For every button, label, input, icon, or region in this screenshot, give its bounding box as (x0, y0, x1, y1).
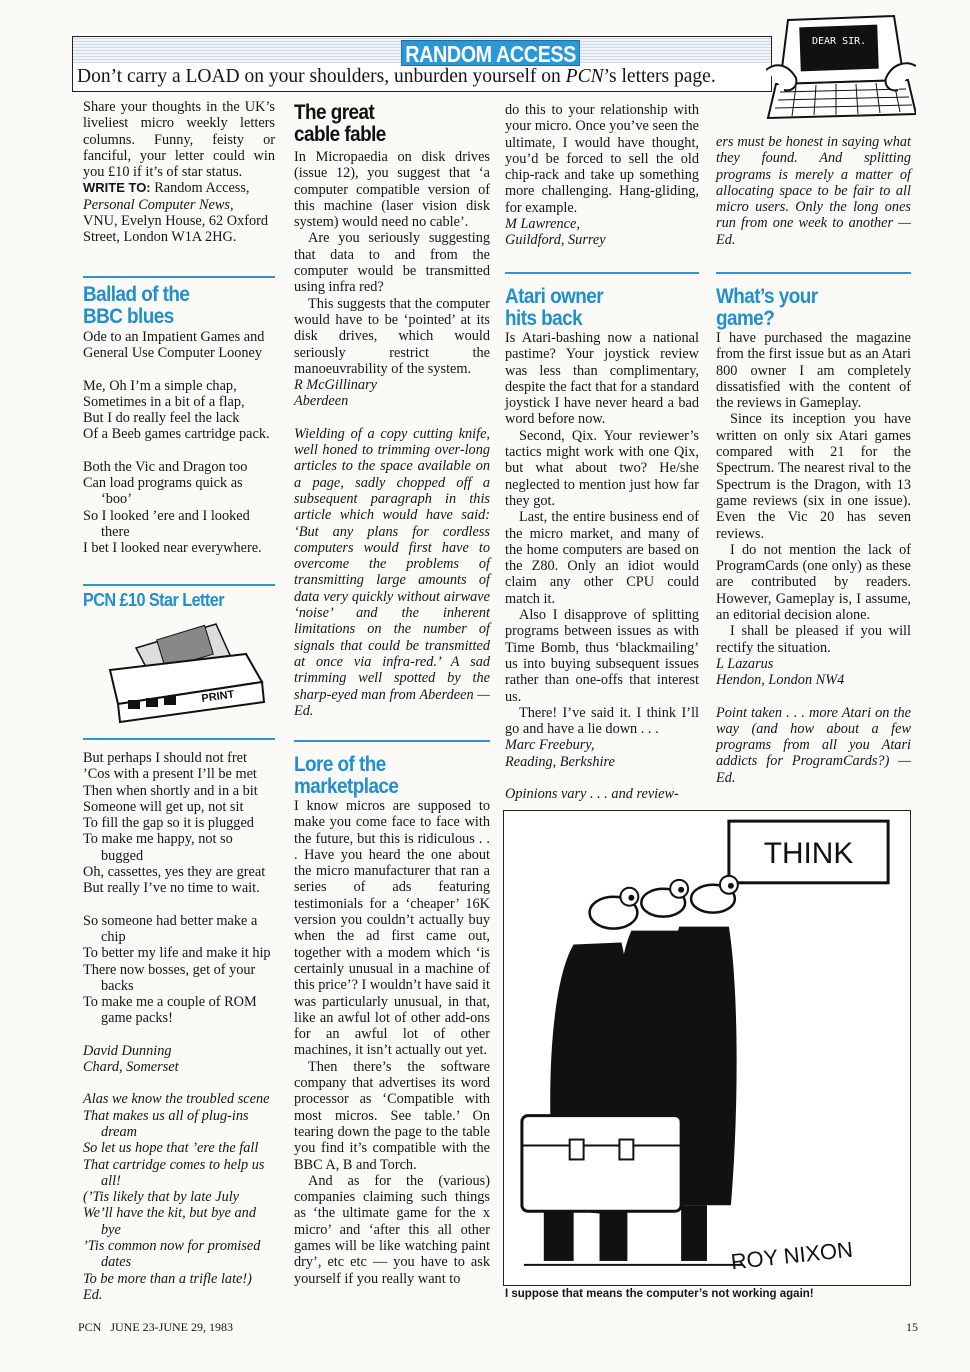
cartoon-caption: I suppose that means the computer’s not working again! (505, 1288, 814, 1300)
cable-signature-name: R McGillinary (294, 377, 377, 394)
section-title: RANDOM ACCESS (401, 40, 580, 66)
column-rule (294, 740, 490, 742)
section-banner (72, 36, 772, 92)
atari-editor-reply-start: Opinions vary . . . and review- (505, 786, 679, 803)
game-editor-reply: Point taken . . . more Atari on the way (and how about a few programs from all you Atari addicts for ProgramCards?) — Ed. (716, 704, 911, 786)
screen-text: DEAR SIR. (812, 36, 867, 47)
footer-issue: PCN JUNE 23-JUNE 29, 1983 (78, 1320, 234, 1334)
star-signature-name: David Dunning (83, 1042, 172, 1059)
cable-signature-place: Aberdeen (294, 393, 349, 410)
section-subtitle: Don’t carry a LOAD on your shoulders, unburden yourself on PCN’s letters page. (77, 66, 716, 87)
cable-heading: The great cable fable (294, 101, 386, 146)
think-sign: THINK (763, 836, 854, 870)
intro-text: Share your thoughts in the UK’s liveliest micro weekly letters columns. Funny, feisty or fanciful, your letter could win you £10 if it’s of star status. (83, 99, 275, 181)
atari-editor-reply-end: ers must be honest in saying what they found. And splitting programs is merely a matter of allocating space to be fair to all micro users. Only the long ones run from one week to another — Ed. (716, 134, 911, 248)
cable-editor-reply: Wielding of a copy cutting knife, well honed to trimming over-long articles to the space available on a page, sadly chopped off a subsequent paragraph in this article which would have said: ‘But any plans for cordless computers would first have to overcome the problems of transmitting large amounts of data very quickly without airwave ‘noise’ and the inherent limitations on the number of signals that could be transmitted at once via infra-red.’ A sad trimming well spotted by the sharp-eyed man from Aberdeen — Ed. (294, 425, 490, 719)
atari-signature-place: Reading, Berkshire (505, 753, 615, 770)
ballad-heading: Ballad of the BBC blues (83, 283, 190, 328)
intro-address: WRITE TO: Random Access, Personal Computer News, VNU, Evelyn House, 62 Oxford Street, London W1A 2HG. (83, 180, 269, 246)
page-number: 15 (906, 1320, 918, 1334)
artist-signature: ROY NIXON (729, 1236, 854, 1275)
column-rule (716, 272, 911, 274)
game-heading: What’s your game? (716, 285, 818, 330)
lore-letter: I know micros are supposed to make you come face to face with the future, but this is ridiculous . . . Have you heard the one about the micro manufacturer that ran a series of ads featuring testimonials for a ‘cheaper’ 16K version you couldn’t actually buy when the ad first came out, together with a modem which ‘is certainly unusual in a machine of this price’? I wouldn’t have said it was particularly unusual, in that, like an awful lot of other add-ons for an awful lot of other machines, it isn’t actually out yet. Then there’s the software company that advertises its word processor as ‘Compatible with most micros. See table.’ On tearing down the page to the table you find it’s compatible with the BBC A, B and Torch. And as for the (various) companies claiming such things as ‘the ultimate game for the x micro’ and ‘after this all other games will be like watching paint dry’, etc etc — you have to ask yourself if you really want to (294, 798, 490, 1287)
ballad-intro: Ode to an Impatient Games and General Use Computer Looney (83, 329, 265, 362)
ballad-poem: Ode to an Impatient Games and General Use Computer Looney Me, Oh I’m a simple chap, Sometimes in a bit of a flap, But I do really feel the lack Of a Beeb games cartridge pack. Both the Vic and Dragon too Can load programs quick as ‘boo’ So I looked ’ere and I looked there I bet I looked near everywhere. (83, 329, 275, 557)
cartoon-illustration (503, 810, 911, 1286)
atari-heading: Atari owner hits back (505, 285, 604, 330)
lore-signature-place: Guildford, Surrey (505, 232, 606, 249)
column-rule (83, 738, 275, 740)
column-rule (83, 276, 275, 278)
printer-label: PRINT (200, 688, 236, 705)
star-signature-place: Chard, Somerset (83, 1059, 179, 1076)
printer-illustration (96, 618, 266, 724)
lore-signature-name: M Lawrence, (505, 216, 580, 233)
game-signature-place: Hendon, London NW4 (716, 672, 845, 689)
cable-letter: In Micropaedia on disk drives (issue 12), you suggest that ‘a computer compatible version of this machine (laser vision disk system) would need no cable’. Are you seriously suggesting that data to and from the computer would be transmitted using infra red? This suggests that the computer would have to be ‘pointed’ at its disk drives, which would seriously restrict the manoeuvrability of the system. R McGillinary Aberdeen Wielding of a copy cutting knife, well honed to trimming over-long articles to the space available on a page, sadly chopped off a subsequent paragraph in this article which would have said: ‘But any plans for cordless computers would first have to overcome the problems of transmitting large amounts of data very quickly without airwave ‘noise’ and the inherent limitations on the number of signals that could be transmitted at once via infra-red.’ A sad trimming well spotted by the sharp-eyed man from Aberdeen — Ed. (294, 149, 490, 719)
game-letter: I have purchased the magazine from the first issue but as an Atari 800 owner I am completely dissatisfied with the content of the reviews in Gameplay. Since its inception you have written on only six Atari games compared with 21 for the Spectrum. The nearest rival to the Spectrum is the Dragon, with 13 game reviews (six in one issue). Even the Vic 20 has seven reviews. I do not mention the lack of ProgramCards (one only) as these are contributed by readers. However, Gameplay is, I assume, an editorial decision alone. I shall be pleased if you will rectify the situation. L Lazarus Hendon, London NW4 Point taken . . . more Atari on the way (and how about a few programs from all you Atari addicts for ProgramCards?) — Ed. (716, 330, 911, 786)
star-editor-reply: Alas we know the troubled scene That makes us all of plug-ins dream So let us hope that ’ere the fall That cartridge comes to help us all! (’Tis likely that by late July We’ll have the kit, but bye and bye ’Tis common now for promised dates To be more than a trifle late!) Ed. (83, 1091, 270, 1303)
atari-letter: Is Atari-bashing now a national pastime? Your joystick review was less than complimentary, despite the fact that for a standard joystick I have never heard a bad word before now. Second, Qix. Your reviewer’s tactics might work with one Qix, but what about two? He/she neglected to mention just how far they got. Last, the entire business end of the micro market, and many of the home computers are based on the Z80. Only an idiot would claim any other CPU could match it. Also I disapprove of splitting programs between issues as with Time Bomb, thus ‘blackmailing’ us into buying subsequent issues rather than one-offs that interest us. There! I’ve said it. I think I’ll go and have a lie down . . . Marc Freebury, Reading, Berkshire Opinions vary . . . and review- (505, 330, 699, 803)
atari-signature-name: Marc Freebury, (505, 737, 595, 754)
computer-illustration (766, 14, 916, 124)
star-letter-poem: But perhaps I should not fret ’Cos with a present I’ll be met Then when shortly and in a bit Someone will get up, not sit To fill the gap so it is plugged To make me happy, not so bugged Oh, cassettes, yes they are great But really I’ve no time to wait. So someone had better make a chip To better my life and make it hip There now bosses, get of your backs To make me a couple of ROM game packs! David Dunning Chard, Somerset Alas we know the troubled scene That makes us all of plug-ins dream So let us hope that ’ere the fall That cartridge comes to help us all! (’Tis likely that by late July We’ll have the kit, but bye and bye ’Tis common now for promised dates To be more than a trifle late!) Ed. (83, 750, 275, 1303)
lore-letter-continued: do this to your relationship with your micro. Once you’ve seen the ultimate, I would have thought, you’d be forced to sell the old chip-rack and take up something more challenging. Hang-gliding, for example. M Lawrence, Guildford, Surrey (505, 102, 699, 249)
intro-box (83, 99, 275, 246)
game-signature-name: L Lazarus (716, 655, 774, 672)
lore-heading: Lore of the marketplace (294, 753, 399, 798)
star-letter-heading: PCN £10 Star Letter (83, 590, 225, 610)
column-rule (505, 272, 699, 274)
column-rule (83, 584, 275, 586)
